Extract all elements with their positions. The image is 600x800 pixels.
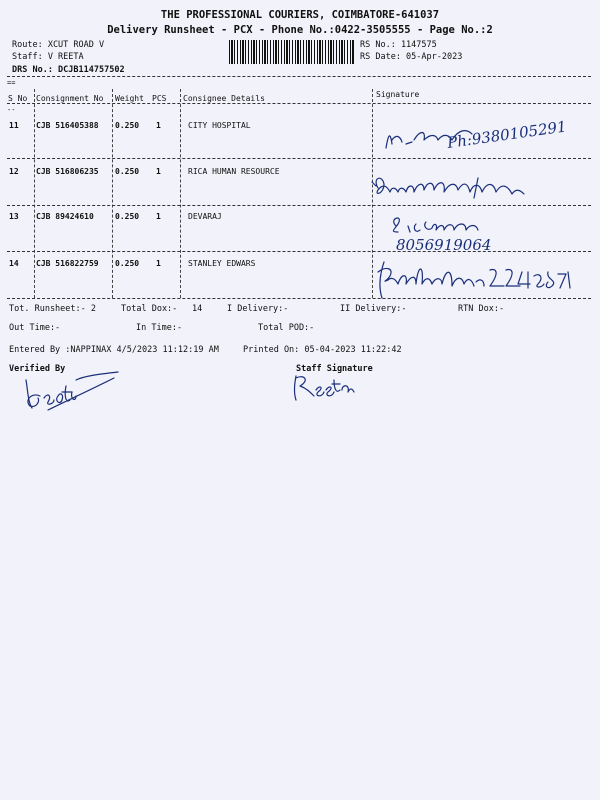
row-consignment: CJB 516822759 [36, 259, 99, 268]
runsheet-title: Delivery Runsheet - PCX - Phone No.:0422-3505555 - Page No.:2 [107, 24, 493, 36]
rule-marker: -- [7, 106, 16, 114]
row-pcs: 1 [156, 259, 161, 268]
handwritten-phone: 8056919064 [396, 236, 492, 254]
col-divider [112, 89, 113, 298]
table-top-rule [7, 76, 591, 77]
row-consignee: CITY HOSPITAL [188, 121, 251, 130]
col-header-signature: Signature [376, 90, 420, 99]
signature-row-11 [380, 100, 590, 160]
col-divider [180, 89, 181, 298]
col-header-consignee: Consignee Details [183, 94, 265, 103]
col-header-consignment: Consignment No [36, 94, 104, 103]
company-title: THE PROFESSIONAL COURIERS, COIMBATORE-641037 [160, 9, 440, 21]
rtn-dox: RTN Dox:- [458, 304, 505, 314]
row-consignment: CJB 89424610 [36, 212, 94, 221]
rs-number: RS No.: 1147575 [360, 40, 437, 50]
tot-runsheet: Tot. Runsheet:- 2 [9, 304, 96, 314]
row-weight: 0.250 [115, 259, 140, 268]
rs-date: RS Date: 05-Apr-2023 [360, 52, 463, 62]
row-pcs: 1 [156, 121, 161, 130]
handwritten-phone: Ph:9380105291 [446, 117, 568, 152]
row-pcs: 1 [156, 167, 161, 176]
total-dox-label: Total Dox:- [121, 304, 178, 314]
signature-row-12 [368, 168, 588, 208]
verified-by-label: Verified By [9, 364, 66, 374]
rule-marker: == [7, 79, 16, 87]
total-dox-value: 14 [192, 304, 203, 314]
col-header-weight: Weight [115, 94, 144, 103]
printed-on: Printed On: 05-04-2023 11:22:42 [243, 345, 402, 355]
route-label: Route: XCUT ROAD V [12, 40, 105, 50]
staff-signature-label: Staff Signature [296, 364, 373, 374]
row-consignment: CJB 516806235 [36, 167, 99, 176]
signature-row-13 [386, 208, 586, 254]
row-consignment: CJB 516405388 [36, 121, 99, 130]
row-consignee: RICA HUMAN RESOURCE [188, 167, 280, 176]
row-pcs: 1 [156, 212, 161, 221]
signature-row-14 [372, 258, 592, 304]
row-sno: 14 [9, 259, 19, 268]
i-delivery: I Delivery:- [227, 304, 289, 314]
row-consignee: STANLEY EDWARS [188, 259, 256, 268]
ii-delivery: II Delivery:- [340, 304, 407, 314]
out-time: Out Time:- [9, 323, 61, 333]
row-consignee: DEVARAJ [188, 212, 222, 221]
col-header-sno: S No [8, 94, 28, 103]
row-weight: 0.250 [115, 167, 140, 176]
barcode [229, 40, 354, 64]
col-header-pcs: PCS [152, 94, 167, 103]
in-time: In Time:- [136, 323, 183, 333]
row-weight: 0.250 [115, 212, 140, 221]
staff-label: Staff: V REETA [12, 52, 84, 62]
row-weight: 0.250 [115, 121, 140, 130]
row-sno: 12 [9, 167, 19, 176]
row-sno: 13 [9, 212, 19, 221]
col-divider [34, 89, 35, 298]
row-sno: 11 [9, 121, 19, 130]
verified-by-signature [14, 366, 124, 416]
staff-signature [290, 370, 370, 404]
total-pod: Total POD:- [258, 323, 315, 333]
drs-number: DRS No.: DCJB114757502 [12, 65, 125, 75]
entered-by: Entered By :NAPPINAX 4/5/2023 11:12:19 AM [9, 345, 219, 355]
